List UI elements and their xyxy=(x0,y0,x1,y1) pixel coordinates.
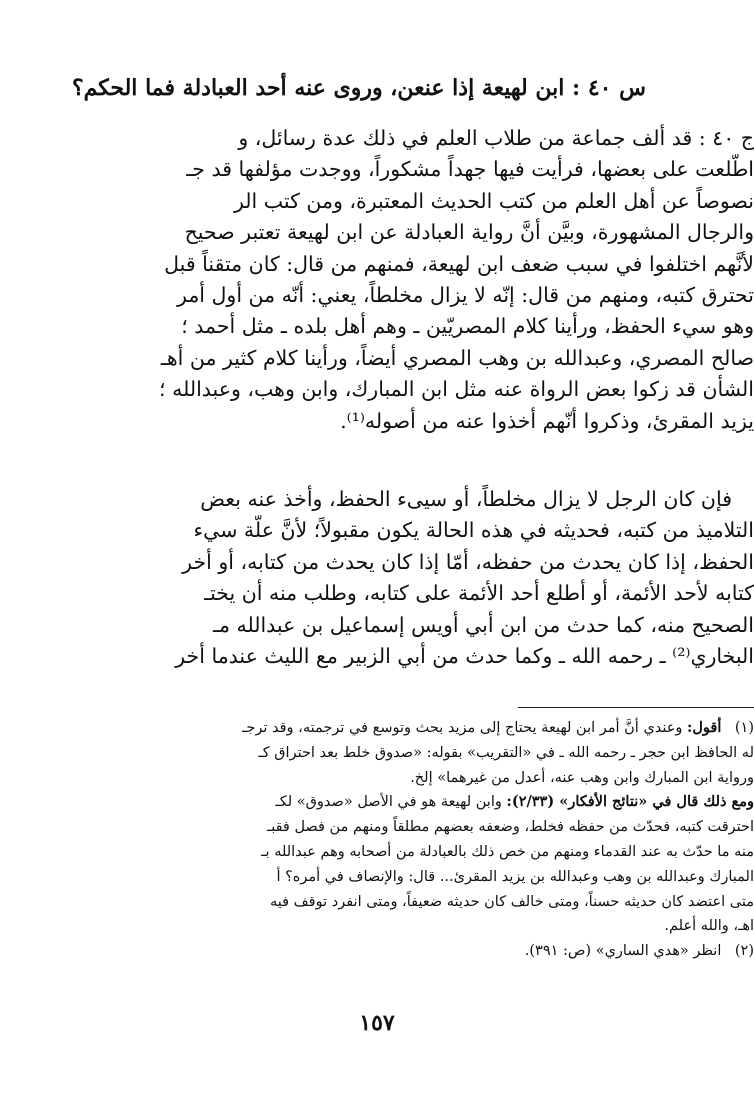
text-line: التلاميذ من كتبه، فحديثه في هذه الحالة يكون مقبولاً؛ لأنَّ علّة سيء xyxy=(193,518,754,543)
answer-paragraph-1 xyxy=(86,123,754,437)
text-line: فإن كان الرجل لا يزال مخلطاً، أو سيىء الحفظ، وأخذ عنه بعض xyxy=(200,487,732,511)
footnote-1b-line: احترقت كتبه، فحدّث من حفظه فخلط، وضعفه بعضهم مطلقاً ومنهم من فصل فقبـ xyxy=(266,819,754,836)
text-line: البخاري⁽²⁾ ـ رحمه الله ـ وكما حدث من أبي الزبير مع الليث عندما أخر xyxy=(175,643,754,668)
text-line: ج ٤٠ : قد ألف جماعة من طلاب العلم في ذلك عدة رسائل، و xyxy=(238,126,754,150)
footnote-1b-text: وابن لهيعة هو في الأصل «صدوق» لكـ xyxy=(275,794,502,811)
footnote-2-text: انظر «هدي الساري» (ص: ٣٩١). xyxy=(524,943,722,960)
text-line: والرجال المشهورة، وبيَّن أنَّ رواية العبادلة عن ابن لهيعة تعتبر صحيح xyxy=(184,220,754,245)
text-line: يزيد المقرئ، وذكروا أنّهم أخذوا عنه من أصوله⁽¹⁾. xyxy=(340,408,754,433)
footnote-1-lead: أقول: xyxy=(687,719,722,736)
text-line: وهو سيء الحفظ، ورأينا كلام المصريّين ـ وهم أهل بلده ـ مثل أحمد ؛ xyxy=(181,314,754,339)
text-line: الحفظ، إذا كان يحدث من حفظه، أمّا إذا كان يحدث من كتابه، أو أخر xyxy=(182,549,754,574)
text-line: لأنَّهم اختلفوا في سبب ضعف ابن لهيعة، فمنهم من قال: كان متقناً قبل xyxy=(164,251,754,276)
page-number: ١٥٧ xyxy=(359,1010,395,1036)
footnote-2-line xyxy=(86,939,754,964)
footnote-1-line: له الحافظ ابن حجر ـ رحمه الله ـ في «التقريب» بقوله: «صدوق خلط بعد احتراق كـ xyxy=(258,744,754,761)
footnote-1b-lead: ومع ذلك قال في «نتائج الأفكار» (٢/٣٣): xyxy=(506,793,754,811)
footnote-1b-line: منه ما حدّث به عند القدماء ومنهم من خص ذلك بالعبادلة من أصحابه وهم عبدالله بـ xyxy=(261,843,754,860)
footnote-2-number: (٢) xyxy=(734,943,754,960)
footnote-1-text: وعندي أنَّ أمر ابن لهيعة يحتاج إلى مزيد بحث وتوسع في ترجمته، وقد ترجـ xyxy=(242,720,683,736)
footnote-1-number: (١) xyxy=(734,720,754,736)
text-line: تحترق كتبه، ومنهم من قال: إنّه لا يزال مخلطاً، يعني: أنّه من أول أمر xyxy=(177,282,754,307)
footnote-separator xyxy=(518,707,754,708)
answer-paragraph-2 xyxy=(86,484,754,672)
footnote-1b-line: متى اعتضد كان حديثه حسناً، ومتى خالف كان حديثه ضعيفاً، ومتى انفرد توقف فيه xyxy=(269,893,754,910)
text-line: صالح المصري، وعبدالله بن وهب المصري أيضاً، ورأينا كلام كثير من أهـ xyxy=(160,345,754,370)
footnote-1b-line: اهـ، والله أعلم. xyxy=(664,918,754,935)
question-heading: س ٤٠ : ابن لهيعة إذا عنعن، وروى عنه أحد العبادلة فما الحكم؟ xyxy=(71,75,646,101)
footnote-1-line: ورواية ابن المبارك وابن وهب عنه، أعدل من غيرهما» إلخ. xyxy=(410,769,754,786)
text-line: الصحيح منه، كما حدث من ابن أبي أويس إسماعيل بن عبدالله مـ xyxy=(212,612,754,637)
text-line: كتابه لأحد الأئمة، أو أطلع أحد الأئمة على كتابه، وطلب منه أن يختـ xyxy=(204,581,754,606)
text-line: الشأن قد زكوا بعض الرواة عنه مثل ابن المبارك، وابن وهب، وعبدالله ؛ xyxy=(159,377,754,402)
footnote-1b-line: المبارك وعبدالله بن وهب وعبدالله بن يزيد المقرئ... قال: والإنصاف في أمره؟ أ xyxy=(276,868,754,885)
footnotes xyxy=(86,716,754,964)
footnote-1b-line xyxy=(86,790,754,815)
footnote-1-line xyxy=(86,716,754,741)
text-line: نصوصاً عن أهل العلم من كتب الحديث المعتبرة، ومن كتب الر xyxy=(234,188,754,213)
text-line: اطّلعت على بعضها، فرأيت فيها جهداً مشكوراً، ووجدت مؤلفها قد جـ xyxy=(186,157,754,182)
